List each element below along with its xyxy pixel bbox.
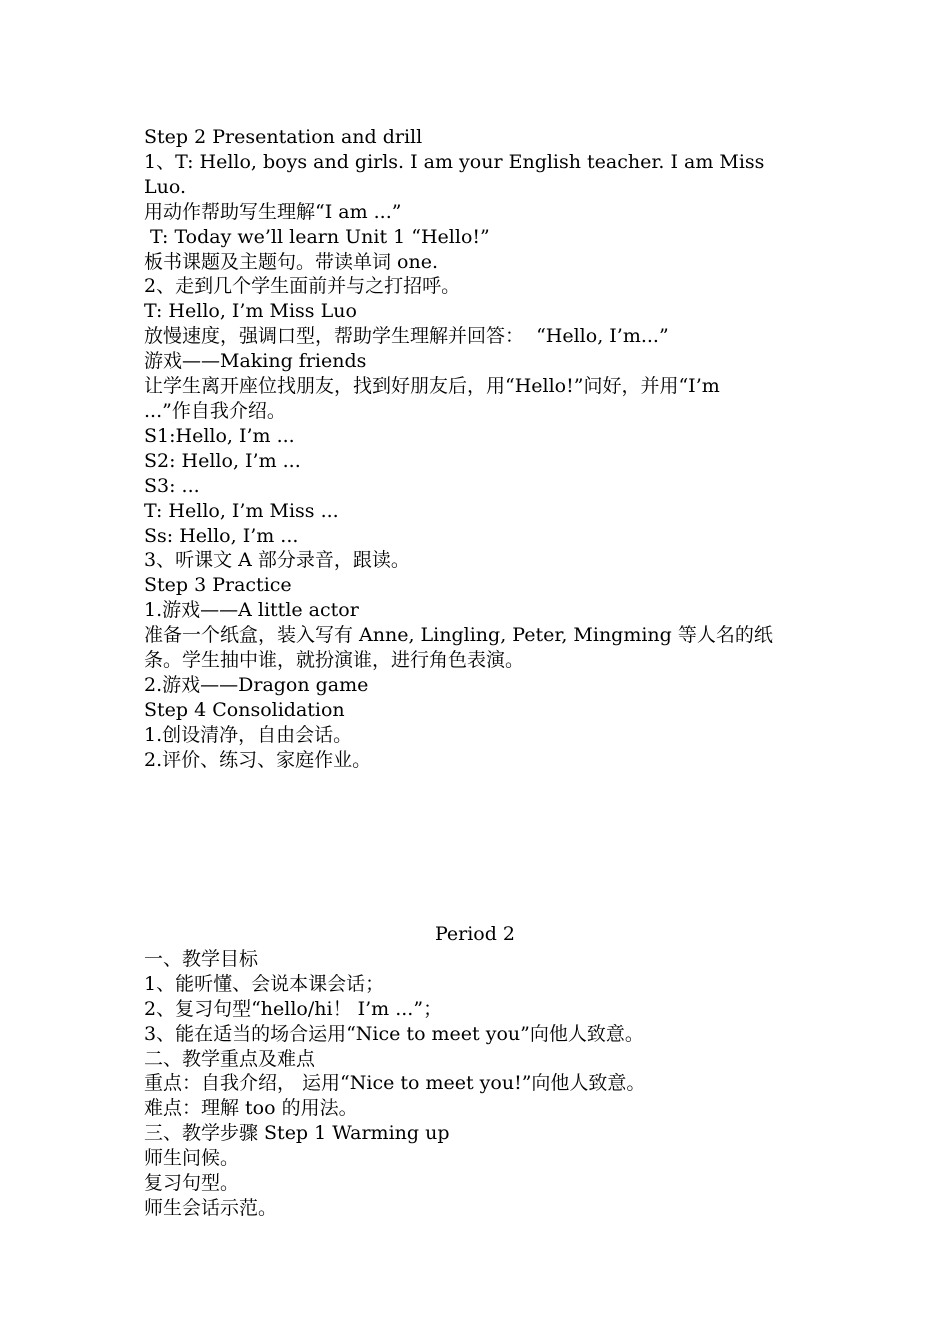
text-line: Ss: Hello, I’m ... (144, 524, 299, 547)
text-line: 三、教学步骤 Step 1 Warming up (144, 1122, 450, 1145)
text-line: T: Hello, I’m Miss ... (144, 499, 339, 522)
text-line: 2.游戏——Dragon game (144, 673, 369, 696)
text-line: 复习句型。 (144, 1172, 240, 1195)
text-line: 游戏——Making friends (144, 350, 367, 373)
text-line: Step 2 Presentation and drill (144, 126, 423, 148)
text-line: 放慢速度，强调口型，帮助学生理解并回答： “Hello, I’m...” (144, 325, 669, 348)
text-line: 二、教学重点及难点 (144, 1047, 316, 1070)
text-line: 用动作帮助写生理解“I am ...” (144, 200, 402, 223)
text-line: Step 3 Practice (144, 574, 292, 597)
text-line: S1:Hello, I’m ... (144, 424, 295, 447)
text-line: 1、能听懂、会说本课会话； (144, 972, 385, 995)
text-line: 难点：理解 too 的用法。 (144, 1097, 358, 1120)
text-line: 板书课题及主题句。带读单词 one. (144, 250, 438, 273)
text-line: 师生问候。 (144, 1147, 240, 1170)
text-line: 2.评价、练习、家庭作业。 (144, 748, 372, 771)
period-heading: Period 2 (434, 923, 516, 945)
text-line: 一、教学目标 (144, 947, 259, 970)
text-line: 重点：自我介绍， 运用“Nice to meet you!”向他人致意。 (144, 1072, 646, 1095)
text-line: 3、听课文 A 部分录音，跟读。 (144, 549, 410, 572)
lesson-steps-section (144, 125, 810, 773)
text-line: ...”作自我介绍。 (144, 399, 286, 422)
text-line: 2、复习句型“hello/hi！ I’m ...”； (144, 997, 443, 1020)
text-line: 1.游戏——A little actor (144, 599, 359, 622)
text-line: 2、走到几个学生面前并与之打招呼。 (144, 275, 461, 298)
period-2-section (144, 922, 810, 1221)
text-line: T: Hello, I’m Miss Luo (144, 300, 357, 323)
text-line: S3: ... (144, 474, 200, 497)
text-line: T: Today we’ll learn Unit 1 “Hello!” (144, 225, 490, 248)
text-line: Step 4 Consolidation (144, 698, 345, 721)
text-line: 准备一个纸盒，装入写有 Anne, Lingling, Peter, Mingming 等人名的纸 (144, 624, 773, 647)
text-line: 条。学生抽中谁，就扮演谁，进行角色表演。 (144, 649, 525, 672)
text-line: 3、能在适当的场合运用“Nice to meet you”向他人致意。 (144, 1022, 644, 1045)
text-line: 1、T: Hello, boys and girls. I am your English teacher. I am Miss Luo. (144, 150, 771, 198)
text-line: 让学生离开座位找朋友，找到好朋友后，用“Hello!”问好，并用“I’m (144, 375, 720, 398)
text-line: S2: Hello, I’m ... (144, 449, 301, 472)
text-line: 1.创设清净，自由会话。 (144, 723, 353, 746)
text-line: 师生会话示范。 (144, 1196, 278, 1219)
